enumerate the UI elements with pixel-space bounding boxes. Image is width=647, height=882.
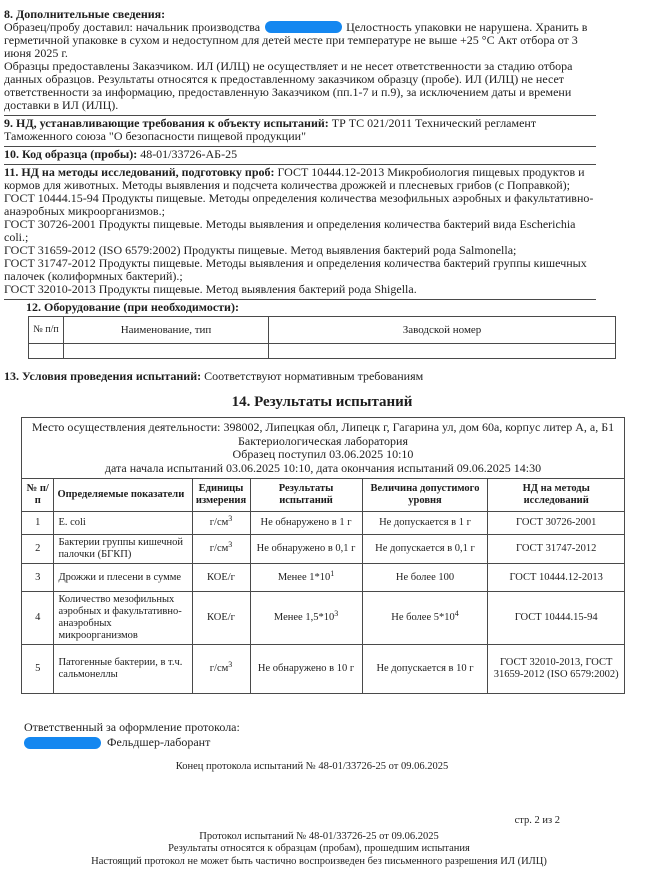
allowed-base: Не допускается в 0,1 г bbox=[375, 543, 475, 554]
row-number: 3 bbox=[22, 564, 54, 592]
method-entry-1: ГОСТ 10444.12-2013 Микробиология пищевых продуктов и кормов для животных. Методы выявления и подсчета количества дрожжей и плесневых грибов (с Поправкой); bbox=[4, 165, 585, 192]
section-additional-info bbox=[4, 7, 596, 115]
section8-text-after-redaction: Целостность упаковки не нарушена. Хранить в герметичной упаковке в сухом и недоступном для детей месте при температуре не выше +25 °С Акт отбора от 3 июня 2025 г. bbox=[4, 20, 588, 60]
signer-position: Фельдшер-лаборант bbox=[107, 735, 211, 749]
test-dates-line: дата начала испытаний 03.06.2025 10:10, дата окончания испытаний 09.06.2025 14:30 bbox=[104, 460, 542, 475]
section-equipment bbox=[4, 299, 596, 363]
allowed-base: Не допускается в 1 г bbox=[379, 517, 471, 528]
col-allowed-level: Величина допустимого уровня bbox=[362, 479, 488, 512]
section-sample-code bbox=[4, 146, 596, 164]
activity-location-line: Место осуществления деятельности: 398002, Липецкая обл, Липецк г, Гагарина ул, дом 60а, корпус литер А, а, Б1 bbox=[31, 420, 615, 434]
section8-title: 8. Дополнительные сведения: bbox=[4, 7, 166, 21]
result-cell bbox=[250, 535, 362, 564]
method-cell: ГОСТ 32010-2013, ГОСТ 31659-2012 (ISO 6579:2002) bbox=[488, 645, 625, 694]
result-base: Не обнаружено в 1 г bbox=[260, 517, 352, 528]
results-info-row bbox=[22, 418, 625, 479]
document-sections bbox=[4, 7, 596, 383]
col-indicators: Определяемые показатели bbox=[54, 479, 192, 512]
allowed-base: Не более 5*10 bbox=[391, 612, 455, 623]
end-of-protocol-line: Конец протокола испытаний № 48-01/33726-25 от 09.06.2025 bbox=[175, 761, 449, 772]
section8-text-before-redaction: Образец/пробу доставил: начальник производства bbox=[4, 20, 261, 34]
result-base: Менее 1*10 bbox=[277, 571, 331, 583]
equipment-empty-row bbox=[29, 344, 616, 359]
equipment-header-row bbox=[29, 317, 616, 344]
row-number: 5 bbox=[22, 645, 54, 694]
equipment-col-name-type: Наименование, тип bbox=[64, 317, 269, 344]
results-table bbox=[21, 417, 625, 694]
result-base: Не обнаружено в 0,1 г bbox=[256, 543, 356, 554]
section12-label: 12. Оборудование (при необходимости): bbox=[26, 300, 239, 314]
unit-sup: 3 bbox=[228, 660, 233, 669]
results-section-title: 14. Результаты испытаний bbox=[231, 394, 413, 410]
results-row-5 bbox=[22, 645, 625, 694]
col-method-nd: НД на методы исследований bbox=[488, 479, 625, 512]
allowed-cell bbox=[362, 512, 488, 535]
section-test-conditions bbox=[4, 370, 596, 383]
section11-label: 11. НД на методы исследований, подготовку проб: bbox=[4, 165, 275, 179]
footer-protocol-line: Протокол испытаний № 48-01/33726-25 от 09.06.2025 bbox=[199, 830, 439, 842]
signature-block bbox=[24, 721, 647, 749]
signature-label: Ответственный за оформление протокола: bbox=[24, 720, 240, 734]
equipment-col-number: № п/п bbox=[29, 317, 64, 344]
unit-cell bbox=[192, 535, 250, 564]
unit-base: г/см bbox=[209, 663, 229, 674]
section11-line-1 bbox=[4, 166, 596, 192]
result-base: Менее 1,5*10 bbox=[273, 612, 335, 623]
result-cell bbox=[250, 564, 362, 592]
row-number: 2 bbox=[22, 535, 54, 564]
row-number: 1 bbox=[22, 512, 54, 535]
redaction-blob-signer-name bbox=[24, 737, 101, 749]
allowed-base: Не более 100 bbox=[395, 571, 455, 583]
method-entry-6: ГОСТ 32010-2013 Продукты пищевые. Метод выявления бактерий рода Shigella. bbox=[4, 282, 417, 296]
method-cell: ГОСТ 30726-2001 bbox=[488, 512, 625, 535]
unit-cell bbox=[192, 564, 250, 592]
indicator-cell: Дрожжи и плесени в сумме bbox=[54, 564, 192, 592]
allowed-cell bbox=[362, 592, 488, 645]
allowed-cell bbox=[362, 535, 488, 564]
result-base: Не обнаружено в 10 г bbox=[257, 663, 355, 674]
allowed-base: Не допускается в 10 г bbox=[376, 663, 474, 674]
col-results: Результаты испытаний bbox=[250, 479, 362, 512]
footer-reproduction-note: Настоящий протокол не может быть частично воспроизведен без письменного разрешения ИЛ (ИЛЦ) bbox=[91, 855, 547, 867]
unit-cell bbox=[192, 592, 250, 645]
unit-cell bbox=[192, 645, 250, 694]
row-number: 4 bbox=[22, 592, 54, 645]
results-header-row bbox=[22, 479, 625, 512]
results-row-3 bbox=[22, 564, 625, 592]
unit-base: г/см bbox=[209, 517, 229, 528]
method-cell: ГОСТ 31747-2012 bbox=[488, 535, 625, 564]
section10-label: 10. Код образца (пробы): bbox=[4, 147, 138, 161]
allowed-sup: 4 bbox=[454, 609, 459, 618]
results-row-1 bbox=[22, 512, 625, 535]
section-method-nd bbox=[4, 164, 596, 299]
indicator-cell: Бактерии группы кишечной палочки (БГКП) bbox=[54, 535, 192, 564]
results-info-box bbox=[22, 418, 625, 479]
unit-sup: 3 bbox=[228, 540, 233, 549]
section9-label: 9. НД, устанавливающие требования к объекту испытаний: bbox=[4, 116, 329, 130]
unit-cell bbox=[192, 512, 250, 535]
allowed-cell bbox=[362, 564, 488, 592]
section8-paragraph-2: Образцы предоставлены Заказчиком. ИЛ (ИЛЦ) не осуществляет и не несет ответственности за стадию отбора данных образцов. Результаты относятся к предоставленному заказчиком образцу (пробе). ИЛ (ИЛЦ) не несет ответственности за информацию, предоставленную Заказчиком (пп.1-7 и п.9), за исключением даты и времени доставки в ИЛ (ИЛЦ). bbox=[4, 59, 573, 112]
equipment-empty-cell bbox=[29, 344, 64, 359]
allowed-cell bbox=[362, 645, 488, 694]
page-number: стр. 2 из 2 bbox=[514, 815, 560, 826]
laboratory-name-line: Бактериологическая лаборатория bbox=[238, 433, 408, 448]
result-cell bbox=[250, 645, 362, 694]
sample-received-line: Образец поступил 03.06.2025 10:10 bbox=[232, 447, 414, 461]
unit-base: г/см bbox=[209, 543, 229, 554]
method-entry-5: ГОСТ 31747-2012 Продукты пищевые. Методы выявления и определения количества бактерий группы кишечных палочек (колиформных бактерий).; bbox=[4, 256, 587, 283]
method-entry-2: ГОСТ 10444.15-94 Продукты пищевые. Методы определения количества мезофильных аэробных и факультативно-анаэробных микроорганизмов.; bbox=[4, 191, 594, 218]
col-units: Единицы измерения bbox=[192, 479, 250, 512]
unit-base: КОЕ/г bbox=[207, 612, 235, 623]
method-cell: ГОСТ 10444.12-2013 bbox=[488, 564, 625, 592]
unit-sup: 3 bbox=[228, 514, 233, 523]
section9-text: ТР ТС 021/2011 Технический регламент Таможенного союза "О безопасности пищевой продукции" bbox=[4, 116, 537, 143]
indicator-cell: E. coli bbox=[54, 512, 192, 535]
sample-code-value: 48-01/33726-АБ-25 bbox=[140, 147, 238, 161]
equipment-col-serial: Заводской номер bbox=[269, 317, 616, 344]
method-entry-3: ГОСТ 30726-2001 Продукты пищевые. Методы выявления и определения количества бактерий вида Escherichia coli.; bbox=[4, 217, 576, 244]
equipment-empty-cell bbox=[64, 344, 269, 359]
result-cell bbox=[250, 592, 362, 645]
method-entry-4: ГОСТ 31659-2012 (ISO 6579:2002) Продукты пищевые. Метод выявления бактерий рода Salmonella; bbox=[4, 243, 517, 257]
section13-label: 13. Условия проведения испытаний: bbox=[4, 369, 202, 383]
result-sup: 3 bbox=[334, 609, 339, 618]
unit-base: КОЕ/г bbox=[207, 571, 235, 583]
results-row-4 bbox=[22, 592, 625, 645]
section-requirements-nd bbox=[4, 115, 596, 146]
method-cell: ГОСТ 10444.15-94 bbox=[488, 592, 625, 645]
signature-line bbox=[24, 736, 647, 749]
equipment-table bbox=[28, 316, 616, 359]
result-sup: 1 bbox=[330, 568, 335, 578]
indicator-cell: Патогенные бактерии, в т.ч. сальмонеллы bbox=[54, 645, 192, 694]
redaction-blob-producer-name bbox=[265, 21, 342, 33]
col-number: № п/п bbox=[22, 479, 54, 512]
results-row-2 bbox=[22, 535, 625, 564]
section13-text: Соответствуют нормативным требованиям bbox=[204, 369, 424, 383]
footer-results-note: Результаты относятся к образцам (пробам), прошедшим испытания bbox=[168, 843, 470, 854]
result-cell bbox=[250, 512, 362, 535]
section8-paragraph-1 bbox=[4, 21, 596, 60]
equipment-empty-cell bbox=[269, 344, 616, 359]
indicator-cell: Количество мезофильных аэробных и факультативно-анаэробных микроорганизмов bbox=[54, 592, 192, 645]
page-footer bbox=[4, 815, 634, 868]
